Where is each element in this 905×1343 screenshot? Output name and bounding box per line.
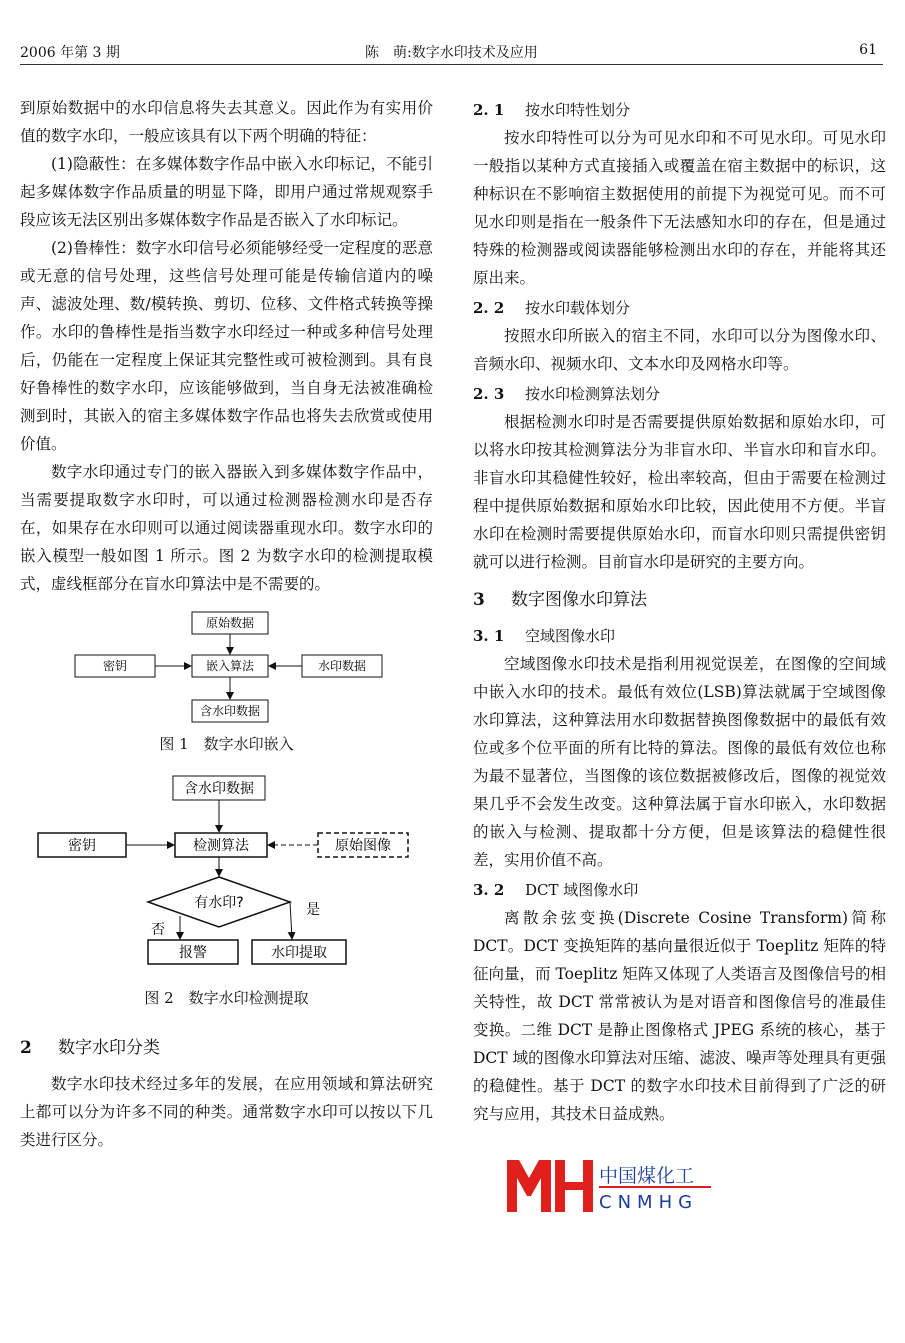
section-heading (473, 586, 886, 614)
paragraph: 到原始数据中的水印信息将失去其意义。因此作为有实用价值的数字水印，一般应该具有以下两个明确的特征： (20, 99, 433, 145)
paragraph: 数字水印技术经过多年的发展，在应用领域和算法研究上都可以分为许多不同的种类。通常数字水印可以按以下几类进行区分。 (20, 1075, 433, 1149)
embed-algo-label: 嵌入算法 (205, 659, 255, 673)
subsection-number: 2. 1 (473, 101, 505, 119)
subsection-number: 2. 3 (473, 385, 505, 403)
section-title: 数字图像水印算法 (511, 590, 647, 610)
figure-1 (20, 606, 433, 758)
source-data-label: 原始数据 (205, 616, 255, 630)
section-number: 2 (20, 1038, 32, 1058)
original-image-label: 原始图像 (335, 838, 391, 854)
no-label: 否 (151, 922, 165, 938)
figure-2-caption: 图 2 数字水印检测提取 (144, 989, 309, 1007)
paragraph: 按照水印所嵌入的宿主不同，水印可以分为图像水印、音频水印、视频水印、文本水印及网格水印等。 (473, 327, 886, 373)
paragraph: (1)隐蔽性：在多媒体数字作品中嵌入水印标记，不能引起多媒体数字作品质量的明显下降，即用户通过常规观察手段应该无法区别出多媒体数字作品是否嵌入了水印标记。 (20, 155, 433, 229)
paragraph: 离散余弦变换(Discrete Cosine Transform)简称 DCT。DCT 变换矩阵的基向量很近似于 Toeplitz 矩阵的特征向量，而 Toeplitz 矩阵又体现了人类语言及图像信号的相关特性，故 DCT 常常被认为是对语音和图像信号的准最佳变换。二维 DCT 是静止图像格式 JPEG 系统的核心，基于 DCT 域的图像水印算法对压缩、滤波、噪声等处理具有更强的稳健性。基于 DCT 的数字水印技术目前得到了广泛的研究与应用，其技术日益成熟。 (473, 909, 886, 1123)
section-heading (20, 1034, 433, 1062)
watermarked-data-label: 含水印数据 (199, 704, 261, 718)
watermark-data-label: 水印数据 (317, 659, 367, 673)
subsection-heading (473, 622, 886, 650)
subsection-heading (473, 294, 886, 322)
subsection-heading (473, 380, 886, 408)
subsection-number: 2. 2 (473, 299, 505, 317)
subsection-title: 空域图像水印 (525, 627, 616, 645)
subsection-title: 按水印载体划分 (525, 299, 631, 317)
paragraph: 根据检测水印时是否需要提供原始数据和原始水印，可以将水印按其检测算法分为非盲水印、半盲水印和盲水印。非盲水印其稳健性较好，检出率较高，但由于需要在检测过程中提供原始数据和原始水印比较，因此使用不方便。半盲水印在检测时需要提供原始水印，而盲水印则只需提供密钥就可以进行检测。目前盲水印是研究的主要方向。 (473, 413, 886, 571)
page-number: 61 (859, 42, 877, 58)
paragraph: (2)鲁棒性：数字水印信号必须能够经受一定程度的恶意或无意的信号处理，这些信号处理可能是传输信道内的噪声、滤波处理、数/模转换、剪切、位移、文件格式转换等操作。水印的鲁棒性是指当数字水印经过一种或多种信号处理后，仍能在一定程度上保证其完整性或可被检测到。具有良好鲁棒性的数字水印，应该能够做到，当自身无法被准确检测到时，其嵌入的宿主多媒体数字作品也将失去欣赏或使用价值。 (20, 239, 433, 453)
page-header (20, 40, 883, 65)
issue-label: 2006 年第 3 期 (20, 45, 120, 61)
section-number: 3 (473, 590, 485, 610)
watermarked-input-label: 含水印数据 (184, 781, 254, 797)
subsection-heading (473, 876, 886, 904)
key-label: 密钥 (68, 838, 96, 854)
paragraph: 数字水印通过专门的嵌入器嵌入到多媒体数字作品中，当需要提取数字水印时，可以通过检测器检测水印是否存在，如果存在水印则可以通过阅读器重现水印。数字水印的嵌入模型一般如图 1 所示。图 2 为数字水印的检测提取模式，虚线框部分在盲水印算法中是不需要的。 (20, 463, 433, 593)
running-title: 陈 萌:数字水印技术及应用 (365, 45, 538, 61)
subsection-number: 3. 2 (473, 881, 505, 899)
paragraph: 空域图像水印技术是指利用视觉误差，在图像的空间域中嵌入水印的技术。最低有效位(LSB)算法就属于空域图像水印算法，这种算法用水印数据替换图像数据中的最低有效位或多个位平面的所有比特的算法。图像的最低有效位也称为最不显著位，当图像的该位数据被修改后，图像的视觉效果几乎不会发生改变。这种算法属于盲水印嵌入，水印数据的嵌入与检测、提取都十分方便，但是该算法的稳健性很差，实用价值不高。 (473, 655, 886, 869)
subsection-number: 3. 1 (473, 627, 505, 645)
yes-label: 是 (306, 902, 320, 918)
left-column (20, 94, 433, 1154)
alarm-label: 报警 (179, 945, 207, 961)
subsection-heading (473, 96, 886, 124)
figure-2 (20, 772, 433, 1012)
right-column (473, 94, 886, 1128)
subsection-title: DCT 域图像水印 (525, 881, 639, 899)
decision-label: 有水印? (194, 895, 244, 911)
subsection-title: 按水印特性划分 (525, 101, 631, 119)
watermark-logo (505, 1156, 713, 1216)
arrow (290, 902, 292, 939)
figure-1-caption: 图 1 数字水印嵌入 (159, 735, 294, 753)
watermark-cn-text: 中国煤化工 (599, 1165, 695, 1187)
extract-label: 水印提取 (271, 945, 327, 961)
key-label: 密钥 (102, 659, 128, 673)
section-title: 数字水印分类 (58, 1038, 160, 1058)
detect-algo-label: 检测算法 (193, 838, 249, 854)
subsection-title: 按水印检测算法划分 (525, 385, 661, 403)
watermark-en-text: CNMHG (599, 1192, 699, 1213)
paragraph: 按水印特性可以分为可见水印和不可见水印。可见水印一般指以某种方式直接插入或覆盖在宿主数据中的标识，这种标识在不影响宿主数据使用的前提下为视觉可见。而不可见水印则是指在一般条件下无法感知水印的存在，但是通过特殊的检测器或阅读器能够检测出水印的存在，并能将其还原出来。 (473, 129, 886, 287)
